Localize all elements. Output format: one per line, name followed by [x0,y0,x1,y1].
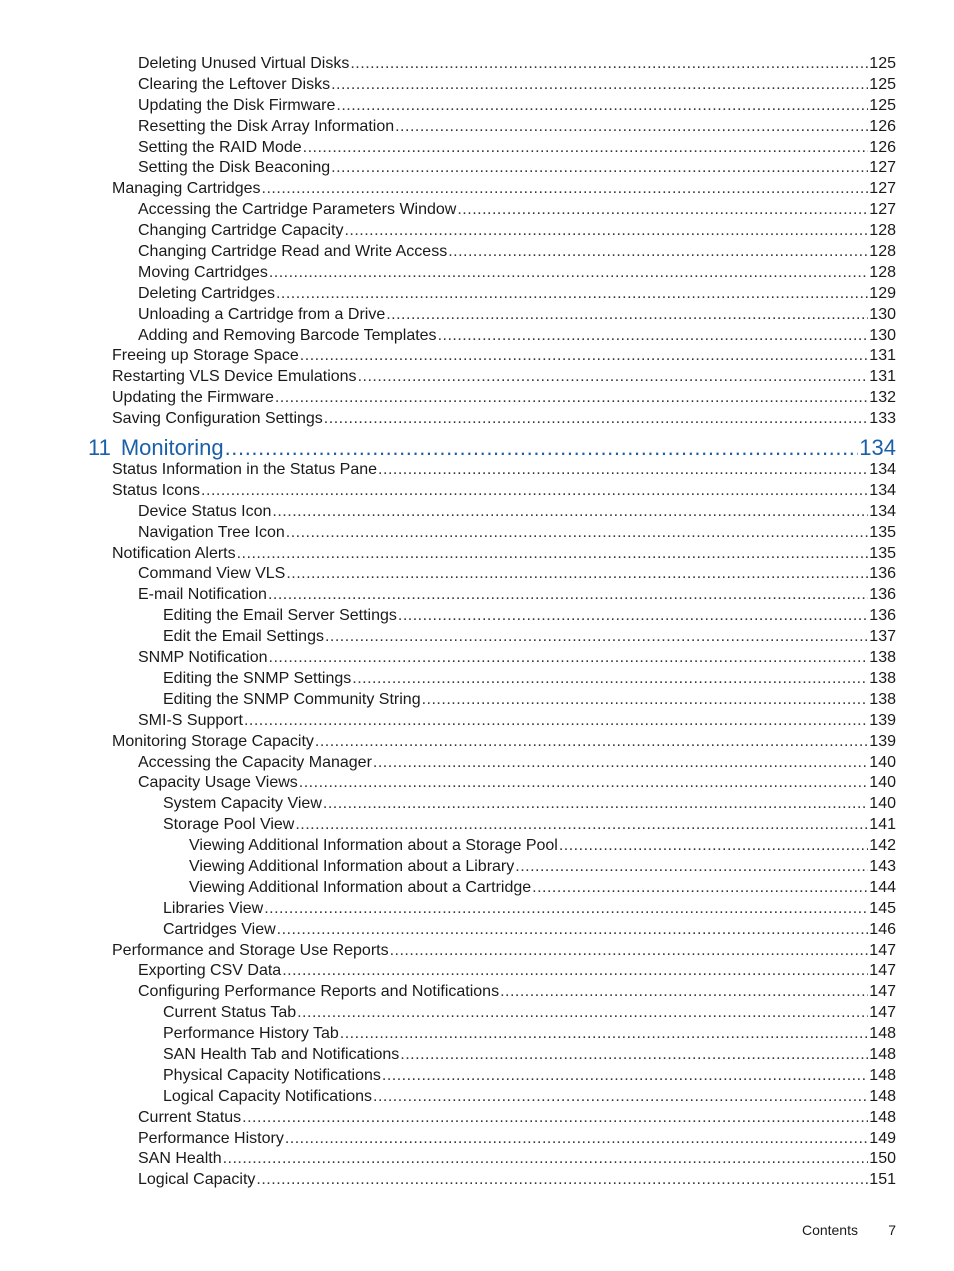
toc-entry-page-number: 139 [869,711,896,729]
toc-entry[interactable] [0,482,954,503]
toc-entry-title: SAN Health Tab and Notifications [163,1045,400,1063]
toc-dot-leader [500,983,868,1001]
toc-entry[interactable] [0,306,954,327]
toc-entry-page-number: 151 [869,1171,896,1189]
toc-entry[interactable] [0,816,954,837]
toc-dot-leader [262,180,869,198]
toc-entry-title: Editing the Email Server Settings [163,607,397,625]
toc-entry-page-number: 148 [869,1087,896,1105]
toc-entry-page-number: 126 [869,138,896,156]
toc-entry-title: E-mail Notification [138,586,267,604]
toc-entry[interactable] [0,243,954,264]
toc-entry-page-number: 139 [869,732,896,750]
toc-entry-page-number: 127 [869,180,896,198]
toc-entry-page-number: 127 [869,201,896,219]
toc-entry[interactable] [0,733,954,754]
toc-entry-title: Current Status Tab [163,1004,297,1022]
toc-dot-leader [269,264,868,282]
page-footer [0,1222,954,1242]
footer-label: Contents [801,1222,858,1238]
toc-dot-leader [300,347,869,365]
toc-entry[interactable] [0,159,954,180]
toc-entry-title: Physical Capacity Notifications [163,1066,381,1084]
toc-chapter-number: 11 [88,435,111,461]
toc-entry[interactable] [0,795,954,816]
toc-entry[interactable] [0,55,954,76]
toc-dot-leader [282,962,868,980]
toc-entry[interactable] [0,97,954,118]
toc-entry-page-number: 135 [869,523,896,541]
toc-dot-leader [223,1150,869,1168]
toc-entry-title: Viewing Additional Information about a Library [189,857,515,875]
toc-entry[interactable] [0,754,954,775]
toc-entry-page-number: 147 [869,962,896,980]
toc-entry-title: Configuring Performance Reports and Notifications [138,983,500,1001]
toc-entry-page-number: 136 [869,607,896,625]
toc-entry[interactable] [0,962,954,983]
toc-entry-page-number: 141 [869,816,896,834]
toc-entry-page-number: 136 [869,565,896,583]
toc-entry[interactable] [0,1046,954,1067]
toc-entry-title: Setting the RAID Mode [138,138,302,156]
toc-dot-leader [297,1004,868,1022]
toc-entry[interactable] [0,524,954,545]
toc-entry-page-number: 131 [869,368,896,386]
toc-entry[interactable] [0,858,954,879]
toc-dot-leader [515,858,868,876]
toc-dot-leader [315,733,868,751]
toc-entry-title: Status Information in the Status Pane [112,461,378,479]
toc-entry[interactable] [0,222,954,243]
toc-entry-title: Monitoring Storage Capacity [112,732,314,750]
toc-entry-title: Viewing Additional Information about a Storage Pool [189,837,558,855]
toc-dot-leader [358,368,869,386]
toc-entry-page-number: 140 [869,795,896,813]
toc-entry-title: Editing the SNMP Settings [163,669,352,687]
toc-entry-page-number: 142 [869,837,896,855]
toc-entry[interactable] [0,201,954,222]
toc-entry-page-number: 134 [869,481,896,499]
toc-entry[interactable] [0,586,954,607]
toc-dot-leader [268,586,868,604]
toc-entry[interactable] [0,1130,954,1151]
toc-entry-title: Edit the Email Settings [163,628,324,646]
toc-entry-page-number: 140 [869,774,896,792]
toc-entry-page-number: 126 [869,117,896,135]
toc-dot-leader [299,774,869,792]
toc-entry-title: Exporting CSV Data [138,962,282,980]
toc-entry[interactable] [0,1004,954,1025]
toc-entry-title: Accessing the Capacity Manager [138,753,372,771]
toc-dot-leader [277,921,869,939]
toc-entry[interactable] [0,389,954,410]
toc-entry-title: Status Icons [112,481,201,499]
toc-entry[interactable] [0,1067,954,1088]
toc-entry-title: Managing Cartridges [112,180,261,198]
toc-entry[interactable] [0,1109,954,1130]
toc-dot-leader [386,306,868,324]
toc-entry-page-number: 148 [869,1025,896,1043]
toc-dot-leader [398,607,868,625]
toc-entry-page-number: 127 [869,159,896,177]
toc-entry-page-number: 147 [869,1004,896,1022]
toc-entry-page-number: 128 [869,263,896,281]
toc-entry-title: Logical Capacity [138,1171,256,1189]
toc-dot-leader [422,691,869,709]
toc-entry[interactable] [0,628,954,649]
toc-dot-leader [256,1171,868,1189]
toc-dot-leader [276,285,868,303]
toc-dot-leader [331,159,868,177]
toc-entry[interactable] [0,368,954,389]
toc-entry[interactable] [0,503,954,524]
toc-entry[interactable] [0,670,954,691]
toc-entry-page-number: 138 [869,690,896,708]
toc-entry[interactable] [0,1171,954,1192]
toc-dot-leader [390,942,869,960]
toc-entry[interactable] [0,879,954,900]
toc-entry-title: SAN Health [138,1150,222,1168]
toc-entry-page-number: 143 [869,857,896,875]
toc-dot-leader [400,1046,868,1064]
toc-entry-page-number: 140 [869,753,896,771]
toc-dot-leader [285,1130,868,1148]
toc-entry-title: Performance History Tab [163,1025,339,1043]
toc-entry-title: Updating the Disk Firmware [138,96,336,114]
toc-entry-title: Current Status [138,1108,242,1126]
toc-entry-title: Performance History [138,1129,284,1147]
toc-entry-title: Logical Capacity Notifications [163,1087,372,1105]
toc-dot-leader [350,55,868,73]
toc-entry-title: Libraries View [163,899,264,917]
toc-entry-title: Restarting VLS Device Emulations [112,368,357,386]
toc-entry-title: Cartridges View [163,920,276,938]
toc-dot-leader [457,201,868,219]
toc-dot-leader [324,410,869,428]
toc-entry-page-number: 133 [869,410,896,428]
toc-entry[interactable] [0,837,954,858]
toc-dot-leader [295,816,868,834]
toc-entry-title: Deleting Cartridges [138,284,275,302]
toc-entry-page-number: 148 [869,1066,896,1084]
toc-entry-title: Unloading a Cartridge from a Drive [138,305,386,323]
toc-entry-title: Updating the Firmware [112,389,274,407]
table-of-contents [0,55,954,1192]
toc-entry-title: Device Status Icon [138,502,272,520]
toc-dot-leader [559,837,868,855]
toc-entry[interactable] [0,545,954,566]
toc-entry-page-number: 147 [869,941,896,959]
toc-entry-title: Notification Alerts [112,544,236,562]
toc-dot-leader [336,97,868,115]
toc-dot-leader [237,545,869,563]
toc-dot-leader [323,795,868,813]
toc-dot-leader [286,524,869,542]
toc-entry[interactable] [0,565,954,586]
toc-entry-page-number: 131 [869,347,896,365]
footer-page-number: 7 [888,1222,896,1238]
toc-entry-title: Storage Pool View [163,816,295,834]
toc-entry[interactable] [0,76,954,97]
toc-entry-title: Changing Cartridge Read and Write Access [138,243,448,261]
toc-entry-title: Adding and Removing Barcode Templates [138,326,437,344]
toc-entry-page-number: 145 [869,899,896,917]
toc-dot-leader [448,243,868,261]
toc-dot-leader [272,503,868,521]
toc-entry-page-number: 150 [869,1150,896,1168]
toc-entry-title: Performance and Storage Use Reports [112,941,389,959]
toc-entry-page-number: 128 [869,243,896,261]
toc-entry-page-number: 147 [869,983,896,1001]
toc-dot-leader [264,900,868,918]
toc-entry[interactable] [0,649,954,670]
toc-entry[interactable] [0,774,954,795]
toc-entry[interactable] [0,983,954,1004]
toc-entry-title: Resetting the Disk Array Information [138,117,395,135]
toc-entry[interactable] [0,461,954,482]
toc-entry[interactable] [0,942,954,963]
toc-entry[interactable] [0,691,954,712]
toc-dot-leader [242,1109,868,1127]
toc-entry-page-number: 149 [869,1129,896,1147]
toc-entry-page-number: 146 [869,920,896,938]
toc-dot-leader [244,712,868,730]
toc-entry-title: Setting the Disk Beaconing [138,159,331,177]
toc-dot-leader [225,435,859,461]
toc-dot-leader [373,1088,868,1106]
toc-entry-title: Navigation Tree Icon [138,523,285,541]
toc-dot-leader [373,754,868,772]
toc-entry-page-number: 132 [869,389,896,407]
toc-entry[interactable] [0,180,954,201]
toc-entry-title: Freeing up Storage Space [112,347,299,365]
toc-dot-leader [532,879,868,897]
toc-entry-page-number: 130 [869,326,896,344]
toc-entry-page-number: 125 [869,96,896,114]
toc-entry-page-number: 125 [869,75,896,93]
toc-entry-page-number: 135 [869,544,896,562]
toc-entry-page-number: 148 [869,1108,896,1126]
toc-entry-page-number: 148 [869,1045,896,1063]
toc-entry-title: Clearing the Leftover Disks [138,75,331,93]
toc-chapter-entry[interactable] [0,431,954,461]
toc-entry-page-number: 136 [869,586,896,604]
toc-entry-title: Command View VLS [138,565,286,583]
toc-entry-title: Saving Configuration Settings [112,410,323,428]
toc-entry-page-number: 138 [869,649,896,667]
toc-entry-page-number: 138 [869,669,896,687]
toc-dot-leader [331,76,868,94]
toc-entry[interactable] [0,1025,954,1046]
toc-entry-title: Editing the SNMP Community String [163,690,421,708]
toc-entry-title: Monitoring [120,435,224,461]
toc-entry-title: SNMP Notification [138,649,268,667]
toc-entry-title: System Capacity View [163,795,322,813]
toc-entry[interactable] [0,607,954,628]
toc-entry-page-number: 144 [869,878,896,896]
toc-entry-page-number: 125 [869,55,896,72]
toc-dot-leader [395,118,868,136]
toc-entry-page-number: 134 [869,502,896,520]
toc-entry-title: Capacity Usage Views [138,774,298,792]
toc-dot-leader [382,1067,868,1085]
toc-entry[interactable] [0,1150,954,1171]
toc-entry-page-number: 130 [869,305,896,323]
toc-entry[interactable] [0,712,954,733]
toc-dot-leader [269,649,869,667]
toc-dot-leader [378,461,868,479]
toc-entry[interactable] [0,921,954,942]
toc-entry-title: SMI-S Support [138,711,243,729]
toc-dot-leader [438,327,869,345]
toc-entry-page-number: 134 [869,461,896,479]
toc-entry[interactable] [0,1088,954,1109]
toc-dot-leader [275,389,868,407]
toc-dot-leader [286,565,868,583]
toc-dot-leader [352,670,868,688]
toc-entry[interactable] [0,118,954,139]
toc-dot-leader [340,1025,869,1043]
toc-entry-title: Accessing the Cartridge Parameters Window [138,201,457,219]
toc-dot-leader [201,482,868,500]
toc-entry-page-number: 128 [869,222,896,240]
toc-entry-page-number: 134 [859,435,896,461]
toc-entry-title: Moving Cartridges [138,263,268,281]
toc-entry[interactable] [0,139,954,160]
toc-entry-title: Viewing Additional Information about a Cartridge [189,878,532,896]
toc-entry[interactable] [0,900,954,921]
toc-entry-page-number: 129 [869,284,896,302]
toc-entry-title: Deleting Unused Virtual Disks [138,55,350,72]
toc-entry[interactable] [0,410,954,431]
toc-dot-leader [325,628,868,646]
toc-entry[interactable] [0,327,954,348]
toc-entry[interactable] [0,347,954,368]
toc-entry[interactable] [0,285,954,306]
toc-entry-title: Changing Cartridge Capacity [138,222,344,240]
toc-dot-leader [344,222,868,240]
toc-dot-leader [303,139,869,157]
toc-entry-page-number: 137 [869,628,896,646]
toc-entry[interactable] [0,264,954,285]
